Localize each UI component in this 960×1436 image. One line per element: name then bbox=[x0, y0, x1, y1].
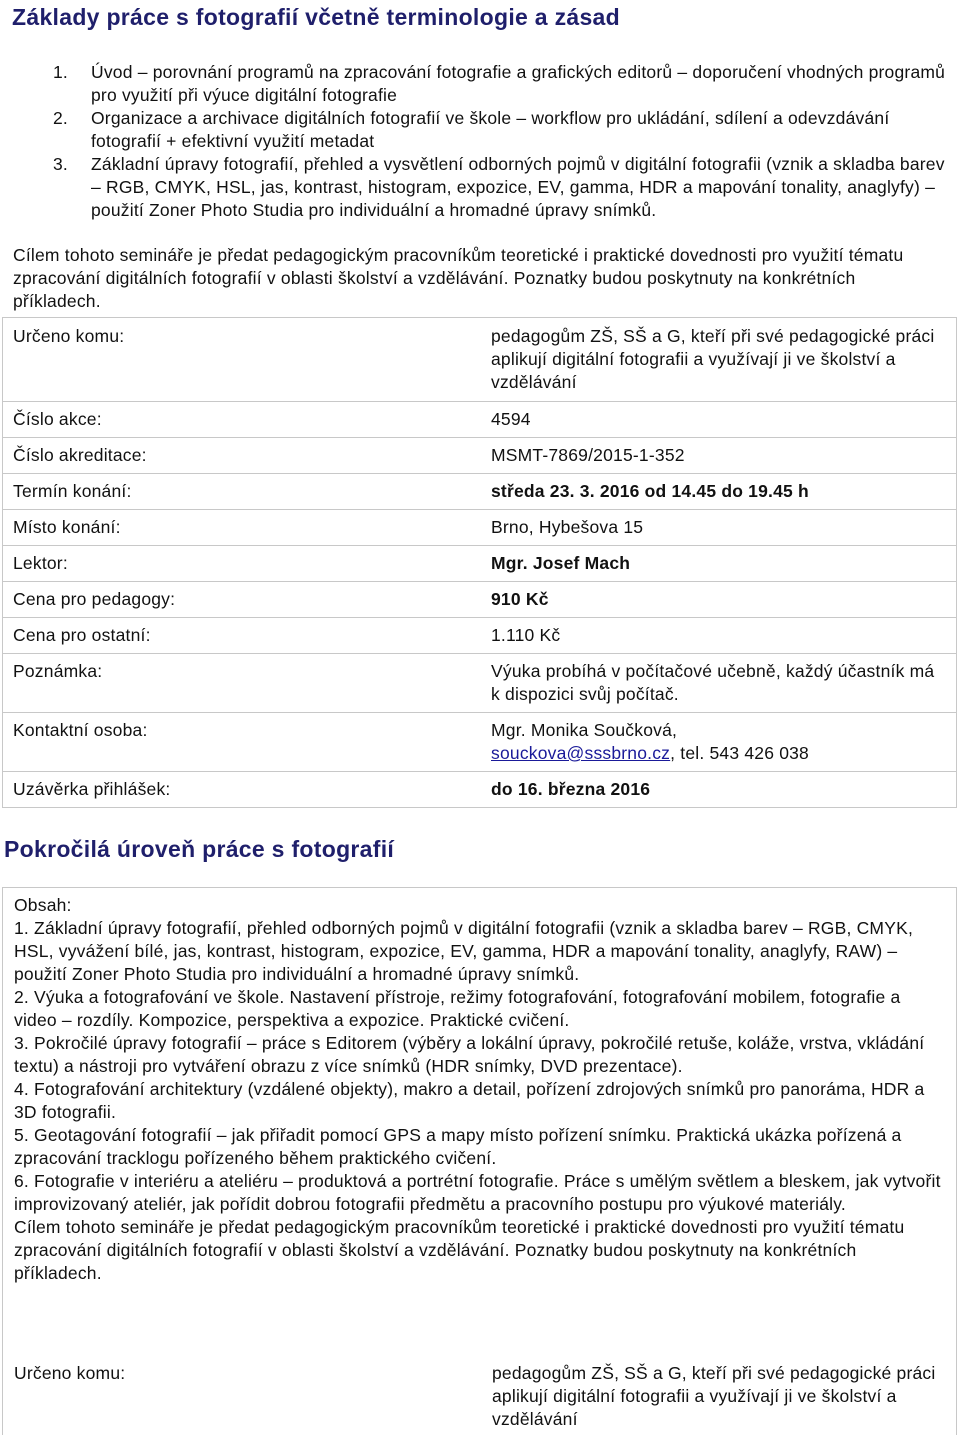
program-item: 3. Pokročilé úpravy fotografií – práce s Editorem (výběry a lokální úpravy, pokročilé retuše, koláže, vrstva, vkládání textu) a nástroji pro vytváření obrazu z více snímků (HDR snímky, DVD prezentace). bbox=[14, 1033, 925, 1076]
program-item: 2. Výuka a fotografování ve škole. Nastavení přístroje, režimy fotografování, fotografování mobilem, fotografie a video – rozdíly. Kompozice, perspektiva a expozice. Praktické cvičení. bbox=[14, 987, 901, 1030]
kontakt-name: Mgr. Monika Součková, bbox=[491, 720, 678, 740]
section2-title: Pokročilá úroveň práce s fotografií bbox=[4, 836, 395, 862]
list-item-text: Úvod – porovnání programů na zpracování fotografie a grafických editorů – doporučení vhodných programů pro využití při výuce digitální fotografie bbox=[91, 62, 946, 105]
list-item-number: 2. bbox=[53, 108, 68, 128]
list-item bbox=[13, 153, 948, 222]
poznamka-value: Výuka probíhá v počítačové učebně, každý účastník má k dispozici svůj počítač. bbox=[483, 654, 957, 713]
program-item: 5. Geotagování fotografií – jak přiřadit pomocí GPS a mapy místo pořízení snímku. Praktická ukázka pořízená a zpracování tracklogu pořízeného během praktického cvičení. bbox=[14, 1125, 902, 1168]
section2-urceno-value: pedagogům ZŠ, SŠ a G, kteří při své pedagogické práci aplikují digitální fotografii a využívají ji ve školství a vzdělávání bbox=[492, 1363, 936, 1429]
program-item: 1. Základní úpravy fotografií, přehled odborných pojmů v digitální fotografii (vznik a skladba barev – RGB, CMYK, HSL, vyvážení bílé, jas, kontrast, histogram, expozice, EV, gamma, HDR a mapování tonality, anaglyfy, RAW) – použití Zoner Photo Studia pro individuální a hromadné úpravy snímků. bbox=[14, 918, 914, 984]
section2-urceno-label: Určeno komu: bbox=[14, 1363, 126, 1383]
cena-ostatni-value: 1.110 Kč bbox=[483, 618, 957, 654]
program-item: 6. Fotografie v interiéru a ateliéru – produktová a portrétní fotografie. Práce s umělým světlem a bleskem, jak vytvořit improvizovaný ateliér, jak pořídit dobrou fotografii předmětu a pracovního postupu pro výukové materiály. bbox=[14, 1171, 941, 1214]
cena-ostatni-label: Cena pro ostatní: bbox=[3, 618, 484, 654]
list-item bbox=[13, 61, 948, 107]
table-row bbox=[3, 438, 957, 474]
termin-value: středa 23. 3. 2016 od 14.45 do 19.45 h bbox=[483, 474, 957, 510]
section1-goal: Cílem tohoto semináře je předat pedagogickým pracovníkům teoretické i praktické dovednosti pro využití tématu zpracování digitálních fotografií v oblasti školství a vzdělávání. Poznatky budou poskytnuty na konkrétních příkladech. bbox=[13, 245, 904, 311]
section1-title: Základy práce s fotografií včetně terminologie a zásad bbox=[12, 4, 621, 30]
list-item-number: 3. bbox=[53, 154, 68, 174]
kontakt-label: Kontaktní osoba: bbox=[3, 713, 484, 772]
cena-pedagogy-label: Cena pro pedagogy: bbox=[3, 582, 484, 618]
cislo-akce-value: 4594 bbox=[483, 402, 957, 438]
obsah-label: Obsah: bbox=[14, 895, 72, 915]
table-row bbox=[3, 772, 957, 808]
table-row bbox=[3, 510, 957, 546]
table-row bbox=[3, 402, 957, 438]
table-row bbox=[3, 654, 957, 713]
cena-pedagogy-value: 910 Kč bbox=[483, 582, 957, 618]
kontakt-value bbox=[483, 713, 957, 772]
kontakt-tel: , tel. 543 426 038 bbox=[670, 743, 809, 763]
lektor-label: Lektor: bbox=[3, 546, 484, 582]
topics-list bbox=[13, 61, 948, 222]
list-item-number: 1. bbox=[53, 62, 68, 82]
cislo-akce-label: Číslo akce: bbox=[3, 402, 484, 438]
table-row bbox=[3, 474, 957, 510]
termin-label: Termín konání: bbox=[3, 474, 484, 510]
table-row bbox=[3, 713, 957, 772]
table-row bbox=[3, 318, 957, 402]
urceno-label: Určeno komu: bbox=[3, 318, 484, 402]
table-row bbox=[3, 546, 957, 582]
section2-content-box bbox=[2, 887, 957, 1435]
uzaverka-value: do 16. března 2016 bbox=[483, 772, 957, 808]
poznamka-label: Poznámka: bbox=[3, 654, 484, 713]
course-info-table bbox=[2, 317, 957, 808]
section2-inner bbox=[14, 894, 944, 1429]
akreditace-value: MSMT-7869/2015-1-352 bbox=[483, 438, 957, 474]
uzaverka-label: Uzávěrka přihlášek: bbox=[3, 772, 484, 808]
list-item bbox=[13, 107, 948, 153]
urceno-value: pedagogům ZŠ, SŠ a G, kteří při své pedagogické práci aplikují digitální fotografii a využívají ji ve školství a vzdělávání bbox=[483, 318, 957, 402]
list-item-text: Základní úpravy fotografií, přehled a vysvětlení odborných pojmů v digitální fotografii (vznik a skladba barev – RGB, CMYK, HSL, jas, kontrast, histogram, expozice, EV, gamma, HDR a mapování tonality, anaglyfy) – použití Zoner Photo Studia pro individuální a hromadné úpravy snímků. bbox=[91, 154, 945, 220]
program-item: 4. Fotografování architektury (vzdálené objekty), makro a detail, pořízení zdrojových snímků pro panoráma, HDR a 3D fotografii. bbox=[14, 1079, 925, 1122]
kontakt-email-link[interactable]: souckova@sssbrno.cz bbox=[491, 743, 671, 763]
table-row bbox=[3, 582, 957, 618]
section2-goal: Cílem tohoto semináře je předat pedagogickým pracovníkům teoretické i praktické dovednosti pro využití tématu zpracování digitálních fotografií v oblasti školství a vzdělávání. Poznatky budou poskytnuty na konkrétních příkladech. bbox=[14, 1217, 905, 1283]
misto-label: Místo konání: bbox=[3, 510, 484, 546]
misto-value: Brno, Hybešova 15 bbox=[483, 510, 957, 546]
akreditace-label: Číslo akreditace: bbox=[3, 438, 484, 474]
list-item-text: Organizace a archivace digitálních fotografií ve škole – workflow pro ukládání, sdílení a odevzdávání fotografií + efektivní využití metadat bbox=[91, 108, 890, 151]
table-row bbox=[3, 618, 957, 654]
lektor-value: Mgr. Josef Mach bbox=[483, 546, 957, 582]
